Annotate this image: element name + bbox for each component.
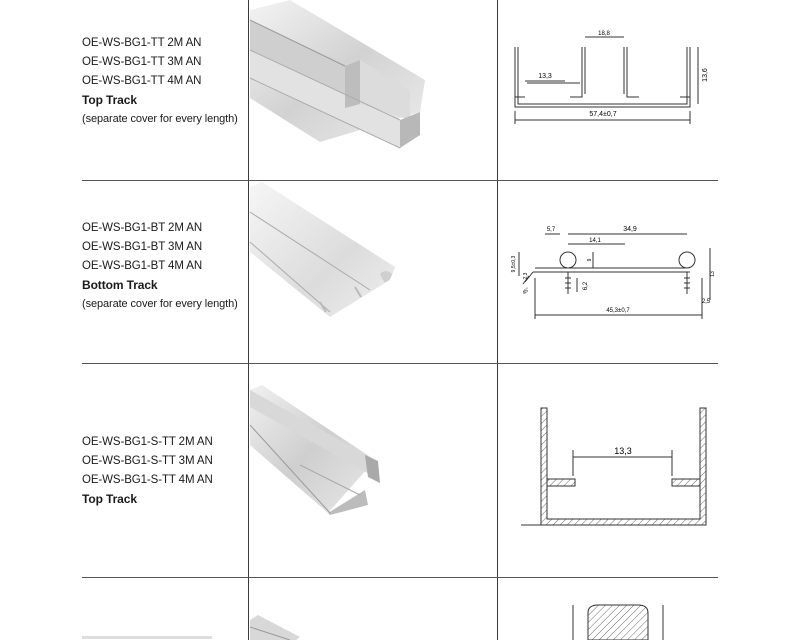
inner-dimension: 13,3: [538, 73, 552, 80]
partial-track-drawing: [570, 605, 670, 640]
height-dimension: 13,6: [702, 68, 709, 82]
product-code: OE-WS-BG1-BT 3M AN: [82, 241, 203, 253]
product-note: (separate cover for every length): [82, 113, 238, 125]
product-code: OE-WS-BG1-BT 2M AN: [82, 222, 203, 234]
product-code: OE-WS-BG1-S-TT 4M AN: [82, 474, 213, 486]
width-dimension: 57,4±0,7: [589, 111, 617, 118]
product-code: OE-WS-BG1-BT 4M AN: [82, 260, 203, 272]
left-dimension: 5,7: [546, 227, 556, 233]
product-type: Bottom Track: [82, 278, 158, 292]
side-dimension: 2,5: [701, 299, 711, 305]
small-dimension: 9: [587, 258, 593, 262]
width-dimension: 45,3±0,7: [606, 308, 630, 314]
height-dimension: 6,2: [583, 281, 589, 291]
row-divider-2: [82, 363, 718, 364]
product-type: Top Track: [82, 93, 137, 107]
s-top-track-photo: [250, 365, 496, 575]
product-code: OE-WS-BG1-TT 2M AN: [82, 37, 202, 49]
left-small-dimension: 2,3: [523, 272, 529, 280]
right-height-dimension: 13: [710, 271, 716, 277]
product-info-s-top-track: [82, 433, 213, 509]
product-code: OE-WS-BG1-TT 3M AN: [82, 56, 202, 68]
partial-track-photo: [250, 615, 496, 640]
product-note: (separate cover for every length): [82, 298, 238, 310]
product-info-bottom-track: [82, 219, 238, 314]
partial-row-text-line: [82, 636, 212, 639]
column-divider-2: [497, 0, 498, 640]
product-code: OE-WS-BG1-S-TT 2M AN: [82, 436, 213, 448]
top-dimension: 18,8: [598, 31, 610, 37]
product-type: Top Track: [82, 492, 137, 506]
inner-dimension: 14,1: [589, 238, 601, 244]
column-divider-1: [248, 0, 249, 640]
bottom-track-drawing: [505, 220, 715, 325]
angle-dimension: 45°: [521, 286, 532, 297]
product-code: OE-WS-BG1-S-TT 3M AN: [82, 455, 213, 467]
inner-dimension: 13,3: [614, 446, 632, 456]
s-top-track-drawing: [515, 400, 715, 535]
span-dimension: 34,9: [623, 226, 637, 233]
product-code: OE-WS-BG1-TT 4M AN: [82, 75, 202, 87]
left-height-dimension: 9,5±0,3: [511, 255, 517, 273]
top-track-photo: [250, 0, 496, 178]
bottom-track-photo: [250, 182, 496, 360]
row-divider-3: [82, 577, 718, 578]
product-info-top-track: [82, 34, 238, 129]
row-divider-1: [82, 180, 718, 181]
top-track-drawing: [505, 25, 715, 135]
